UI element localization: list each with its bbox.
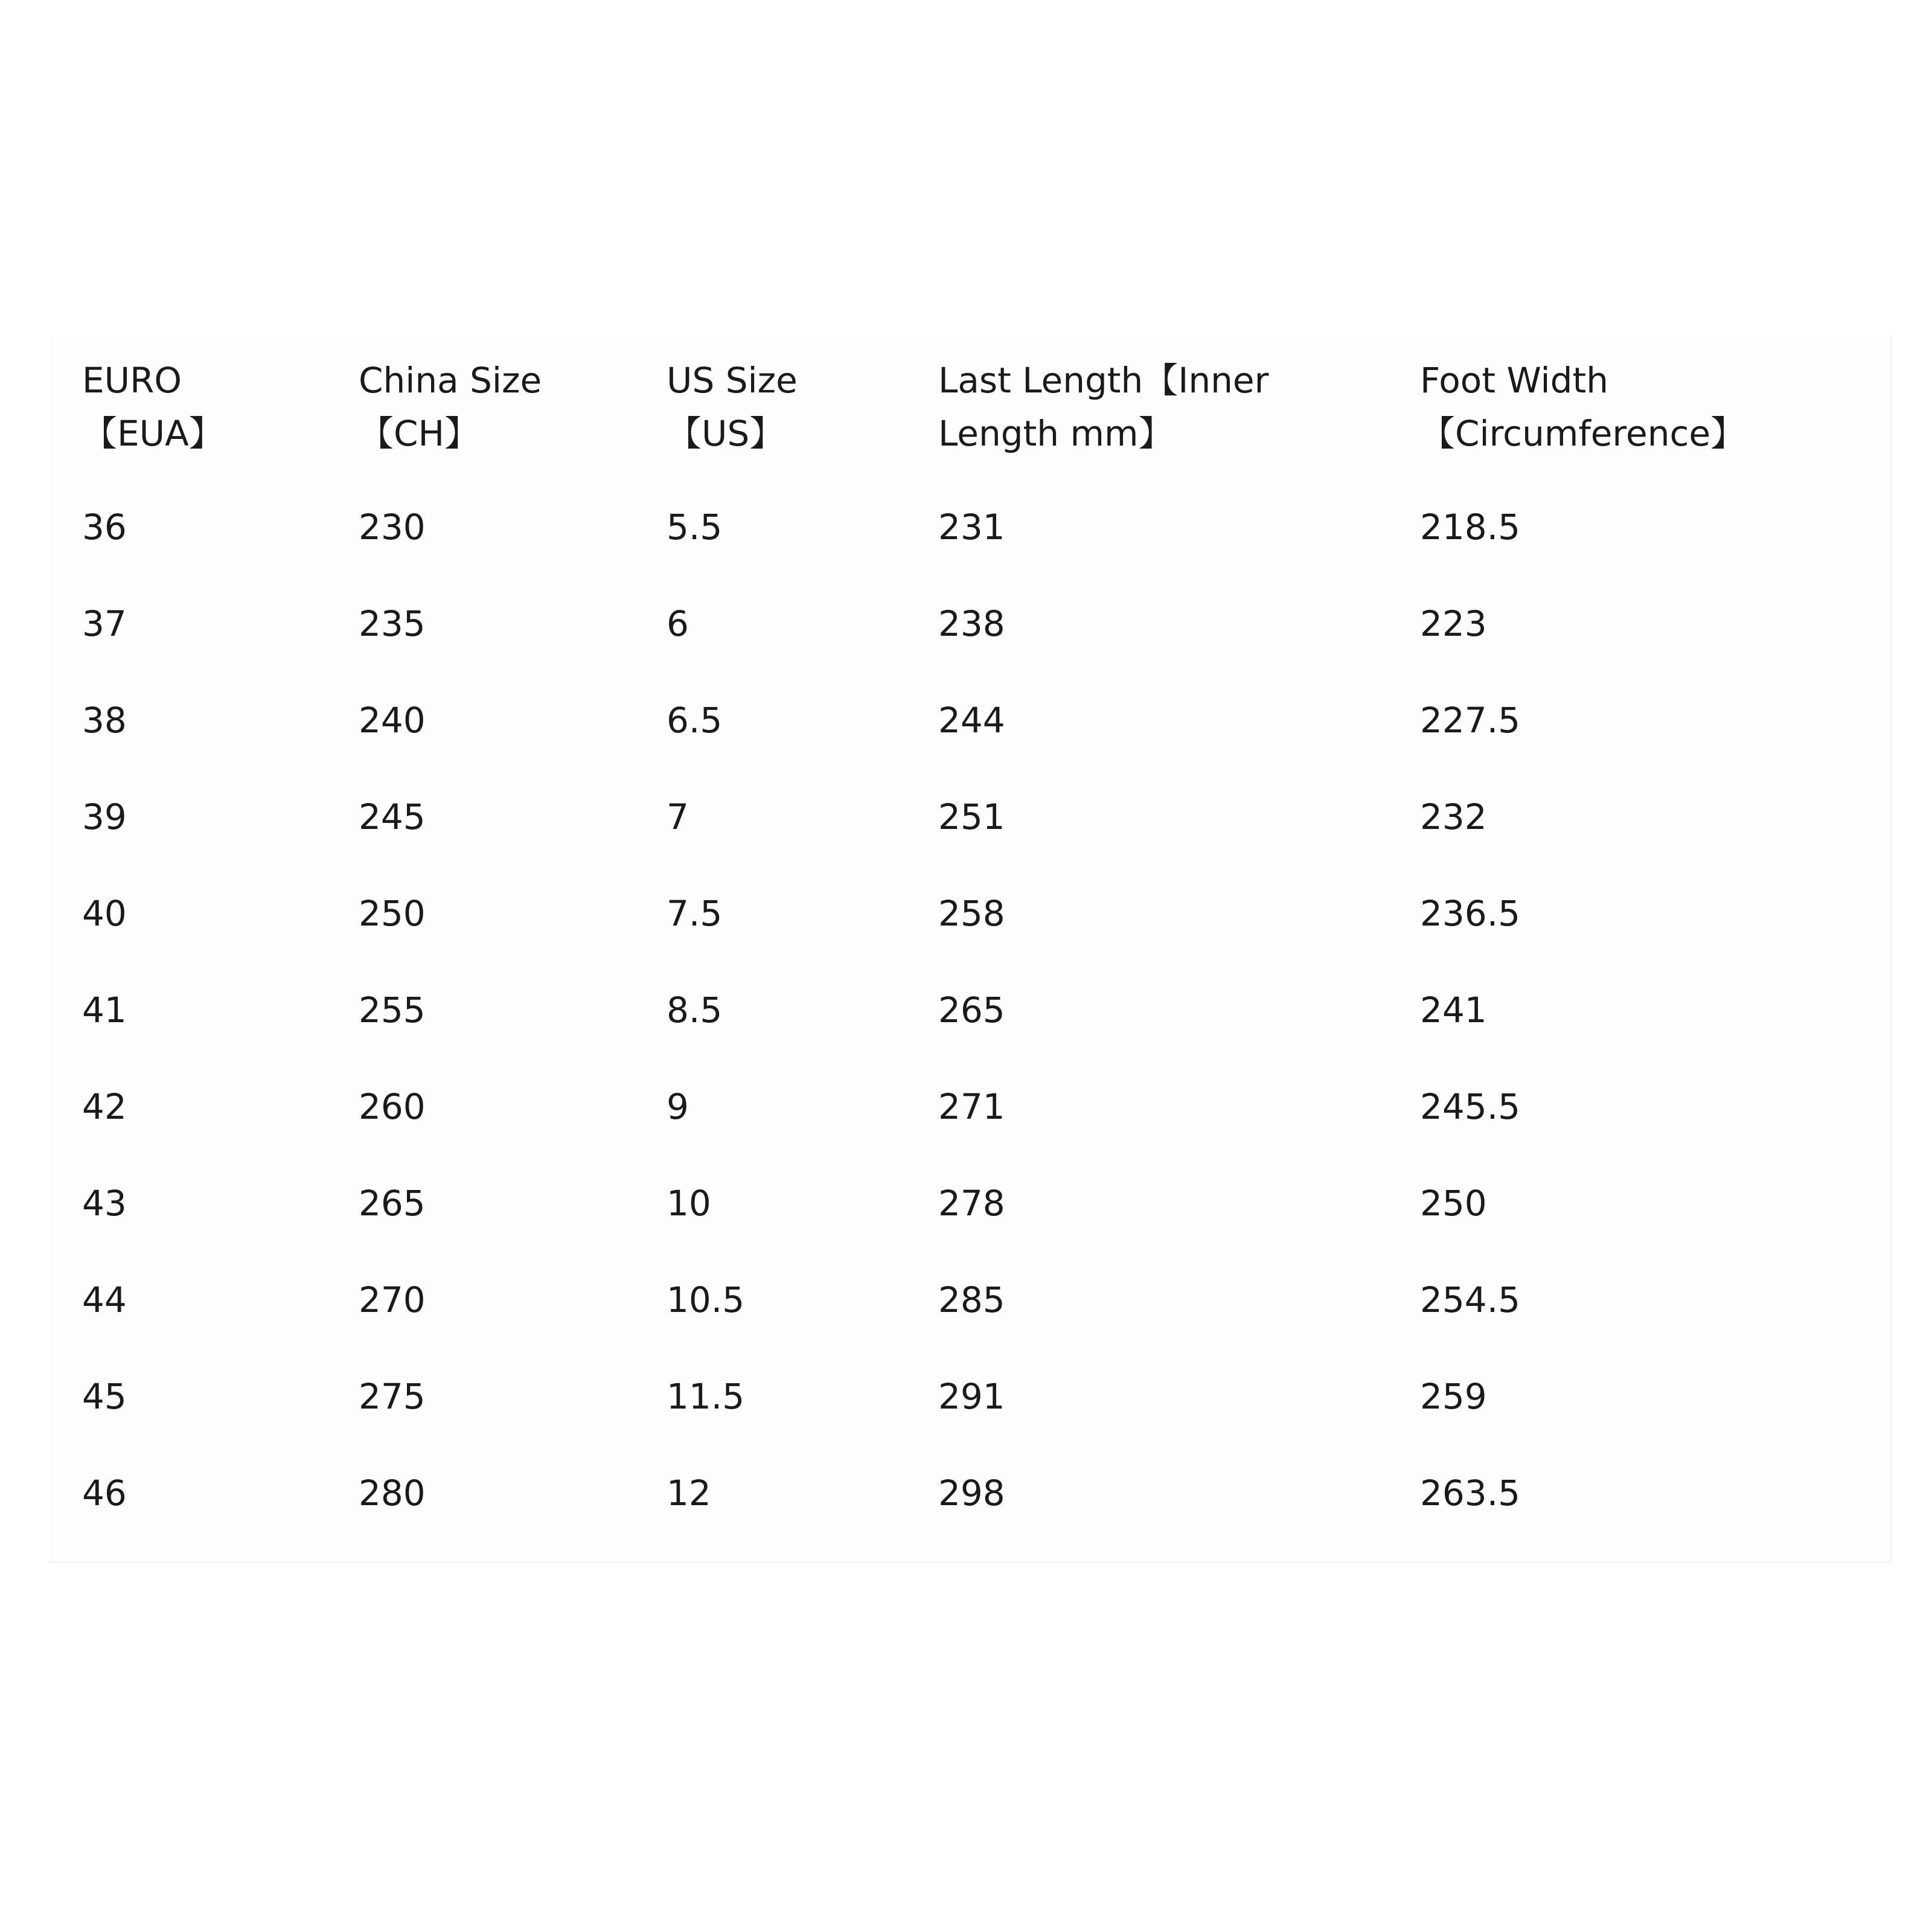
cell-last-length: 298 [938, 1473, 1005, 1514]
cell-china-size: 265 [359, 1183, 426, 1224]
cell-us-size: 5.5 [667, 507, 723, 548]
cell-us-size: 11.5 [667, 1376, 745, 1417]
cell-euro: 46 [82, 1473, 127, 1514]
cell-us-size: 7.5 [667, 893, 723, 934]
size-chart-table [50, 336, 1892, 1563]
cell-last-length: 244 [938, 700, 1005, 741]
cell-us-size: 9 [667, 1086, 689, 1127]
cell-china-size: 245 [359, 796, 426, 837]
cell-foot-width: 263.5 [1420, 1473, 1521, 1514]
cell-foot-width: 245.5 [1420, 1086, 1521, 1127]
cell-china-size: 235 [359, 603, 426, 644]
cell-us-size: 8.5 [667, 990, 723, 1031]
cell-last-length: 251 [938, 796, 1005, 837]
cell-china-size: 275 [359, 1376, 426, 1417]
cell-foot-width: 232 [1420, 796, 1487, 837]
cell-china-size: 280 [359, 1473, 426, 1514]
cell-euro: 45 [82, 1376, 127, 1417]
header-us-size: US Size 【US】 [667, 360, 798, 454]
cell-foot-width: 241 [1420, 990, 1487, 1031]
cell-foot-width: 218.5 [1420, 507, 1521, 548]
cell-euro: 42 [82, 1086, 127, 1127]
header-china-size: China Size 【CH】 [359, 360, 542, 454]
cell-euro: 39 [82, 796, 127, 837]
header-foot-width: Foot Width 【Circumference】 [1420, 360, 1746, 454]
cell-last-length: 291 [938, 1376, 1005, 1417]
cell-us-size: 6.5 [667, 700, 723, 741]
cell-china-size: 260 [359, 1086, 426, 1127]
cell-us-size: 7 [667, 796, 689, 837]
cell-china-size: 270 [359, 1279, 426, 1320]
cell-euro: 43 [82, 1183, 127, 1224]
cell-china-size: 250 [359, 893, 426, 934]
cell-foot-width: 227.5 [1420, 700, 1521, 741]
cell-us-size: 10.5 [667, 1279, 745, 1320]
cell-foot-width: 236.5 [1420, 893, 1521, 934]
cell-us-size: 6 [667, 603, 689, 644]
cell-foot-width: 254.5 [1420, 1279, 1521, 1320]
cell-last-length: 258 [938, 893, 1005, 934]
cell-us-size: 10 [667, 1183, 711, 1224]
cell-last-length: 285 [938, 1279, 1005, 1320]
cell-last-length: 265 [938, 990, 1005, 1031]
cell-china-size: 255 [359, 990, 426, 1031]
cell-china-size: 240 [359, 700, 426, 741]
header-euro: EURO 【EUA】 [82, 360, 224, 454]
cell-last-length: 278 [938, 1183, 1005, 1224]
cell-last-length: 231 [938, 507, 1005, 548]
header-last-length: Last Length【Inner Length mm】 [938, 360, 1269, 454]
cell-us-size: 12 [667, 1473, 711, 1514]
cell-china-size: 230 [359, 507, 426, 548]
cell-euro: 41 [82, 990, 127, 1031]
cell-last-length: 238 [938, 603, 1005, 644]
cell-foot-width: 223 [1420, 603, 1487, 644]
cell-euro: 38 [82, 700, 127, 741]
cell-foot-width: 250 [1420, 1183, 1487, 1224]
cell-foot-width: 259 [1420, 1376, 1487, 1417]
cell-euro: 44 [82, 1279, 127, 1320]
cell-euro: 37 [82, 603, 127, 644]
cell-euro: 40 [82, 893, 127, 934]
cell-euro: 36 [82, 507, 127, 548]
cell-last-length: 271 [938, 1086, 1005, 1127]
